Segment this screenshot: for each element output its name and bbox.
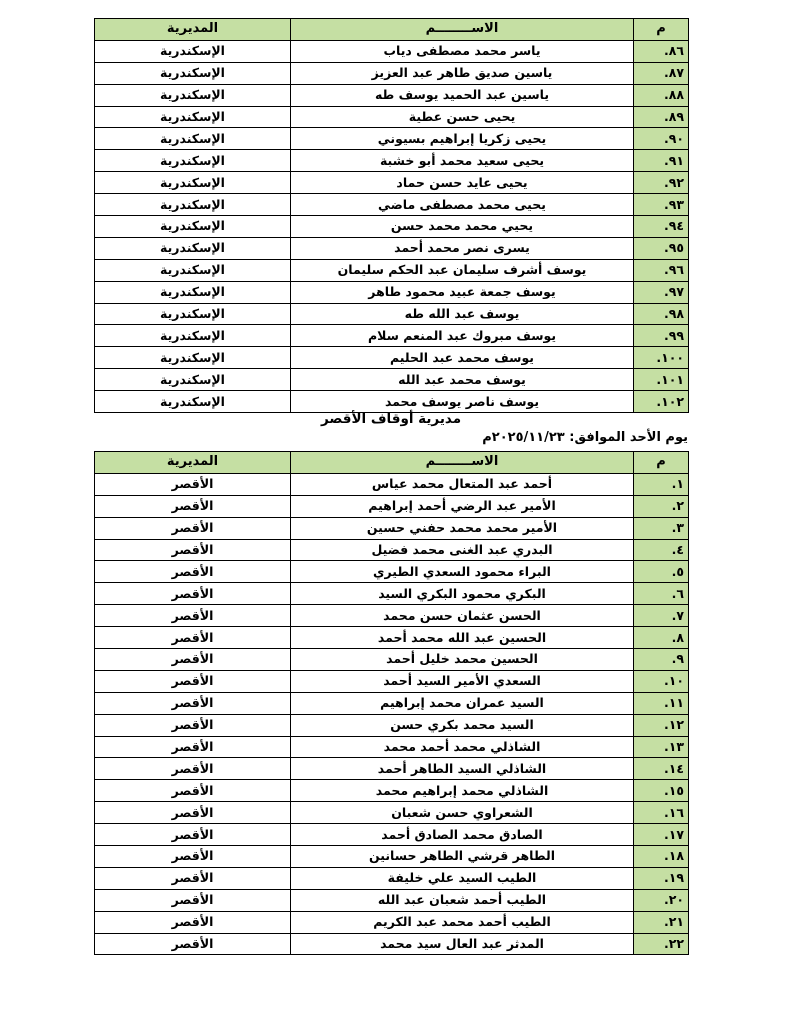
row-directorate: الإسكندرية xyxy=(95,216,291,238)
row-number: ٩٦. xyxy=(634,259,689,281)
table-row xyxy=(95,128,689,150)
row-directorate: الأقصر xyxy=(95,495,291,517)
row-number: ٨٨. xyxy=(634,84,689,106)
row-name: الطيب أحمد محمد عبد الكريم xyxy=(291,911,634,933)
header-name: الاســــــــم xyxy=(291,452,634,474)
row-name: يوسف أشرف سليمان عبد الحكم سليمان xyxy=(291,259,634,281)
row-directorate: الإسكندرية xyxy=(95,237,291,259)
row-name: يسرى نصر محمد أحمد xyxy=(291,237,634,259)
table-header-row xyxy=(95,19,689,41)
row-name: ياسر محمد مصطفى دياب xyxy=(291,40,634,62)
table-row xyxy=(95,605,689,627)
row-number: ٩٩. xyxy=(634,325,689,347)
row-name: البراء محمود السعدي الطيري xyxy=(291,561,634,583)
table-row xyxy=(95,62,689,84)
row-directorate: الأقصر xyxy=(95,846,291,868)
row-directorate: الأقصر xyxy=(95,933,291,955)
row-number: ١. xyxy=(634,473,689,495)
row-directorate: الإسكندرية xyxy=(95,391,291,413)
row-name: الشعراوي حسن شعبان xyxy=(291,802,634,824)
row-directorate: الإسكندرية xyxy=(95,281,291,303)
table-row xyxy=(95,150,689,172)
row-name: يحيى عايد حسن حماد xyxy=(291,172,634,194)
row-directorate: الإسكندرية xyxy=(95,259,291,281)
row-name: يحيى سعيد محمد أبو خشبة xyxy=(291,150,634,172)
row-directorate: الأقصر xyxy=(95,911,291,933)
row-number: ١٤. xyxy=(634,758,689,780)
row-number: ٨٧. xyxy=(634,62,689,84)
row-directorate: الأقصر xyxy=(95,714,291,736)
row-name: ياسين صديق طاهر عبد العزيز xyxy=(291,62,634,84)
row-number: ١٠٠. xyxy=(634,347,689,369)
row-name: السيد محمد بكري حسن xyxy=(291,714,634,736)
row-name: الأمير محمد محمد حفني حسين xyxy=(291,517,634,539)
row-name: يوسف محمد عبد الحليم xyxy=(291,347,634,369)
table-row xyxy=(95,736,689,758)
row-number: ٢٠. xyxy=(634,889,689,911)
table-row xyxy=(95,824,689,846)
row-name: البدري عبد الغنى محمد فضيل xyxy=(291,539,634,561)
row-directorate: الإسكندرية xyxy=(95,150,291,172)
row-directorate: الأقصر xyxy=(95,802,291,824)
row-name: الحسين محمد خليل أحمد xyxy=(291,649,634,671)
row-directorate: الأقصر xyxy=(95,736,291,758)
table-body xyxy=(95,40,689,412)
table-row xyxy=(95,495,689,517)
header-name: الاســــــــم xyxy=(291,19,634,41)
table-row xyxy=(95,846,689,868)
row-number: ٩٣. xyxy=(634,194,689,216)
row-name: يحيى حسن عطية xyxy=(291,106,634,128)
row-directorate: الأقصر xyxy=(95,867,291,889)
table-body xyxy=(95,473,689,955)
table-row xyxy=(95,627,689,649)
table-row xyxy=(95,473,689,495)
row-directorate: الإسكندرية xyxy=(95,84,291,106)
row-name: ياسين عبد الحميد يوسف طه xyxy=(291,84,634,106)
table-row xyxy=(95,802,689,824)
table-row xyxy=(95,758,689,780)
row-directorate: الأقصر xyxy=(95,780,291,802)
row-name: الأمير عبد الرضي أحمد إبراهيم xyxy=(291,495,634,517)
table-row xyxy=(95,259,689,281)
row-name: الشاذلي السيد الطاهر أحمد xyxy=(291,758,634,780)
row-directorate: الإسكندرية xyxy=(95,128,291,150)
table-row xyxy=(95,347,689,369)
table-row xyxy=(95,325,689,347)
table-row xyxy=(95,369,689,391)
row-number: ٦. xyxy=(634,583,689,605)
row-number: ١٠٢. xyxy=(634,391,689,413)
row-name: الحسين عبد الله محمد أحمد xyxy=(291,627,634,649)
section-title: مديرية أوقاف الأقصر xyxy=(320,411,462,427)
row-number: ٨٦. xyxy=(634,40,689,62)
row-directorate: الأقصر xyxy=(95,758,291,780)
table-row xyxy=(95,40,689,62)
row-number: ٩١. xyxy=(634,150,689,172)
table-row xyxy=(95,517,689,539)
header-num: م xyxy=(634,19,689,41)
row-directorate: الأقصر xyxy=(95,561,291,583)
row-number: ١٦. xyxy=(634,802,689,824)
row-directorate: الأقصر xyxy=(95,605,291,627)
row-directorate: الإسكندرية xyxy=(95,106,291,128)
row-name: يحيى زكريا إبراهيم بسيوني xyxy=(291,128,634,150)
row-number: ٧. xyxy=(634,605,689,627)
table-row xyxy=(95,692,689,714)
row-directorate: الأقصر xyxy=(95,627,291,649)
row-number: ٢. xyxy=(634,495,689,517)
table-row xyxy=(95,670,689,692)
row-name: الطاهر قرشي الطاهر حسانين xyxy=(291,846,634,868)
row-directorate: الإسكندرية xyxy=(95,40,291,62)
table-row xyxy=(95,194,689,216)
row-directorate: الإسكندرية xyxy=(95,303,291,325)
row-name: يوسف ناصر يوسف محمد xyxy=(291,391,634,413)
table-row xyxy=(95,780,689,802)
table-row xyxy=(95,561,689,583)
table-row xyxy=(95,281,689,303)
row-number: ٥. xyxy=(634,561,689,583)
row-name: الحسن عثمان حسن محمد xyxy=(291,605,634,627)
row-name: يوسف جمعة عبيد محمود طاهر xyxy=(291,281,634,303)
table-row xyxy=(95,933,689,955)
row-number: ٢١. xyxy=(634,911,689,933)
row-number: ١٨. xyxy=(634,846,689,868)
row-number: ١٢. xyxy=(634,714,689,736)
row-number: ١٩. xyxy=(634,867,689,889)
header-directorate: المديرية xyxy=(95,452,291,474)
row-directorate: الإسكندرية xyxy=(95,369,291,391)
row-directorate: الأقصر xyxy=(95,649,291,671)
row-directorate: الأقصر xyxy=(95,692,291,714)
row-number: ٣. xyxy=(634,517,689,539)
table-row xyxy=(95,391,689,413)
row-number: ٢٢. xyxy=(634,933,689,955)
row-number: ١٠. xyxy=(634,670,689,692)
row-number: ٩٧. xyxy=(634,281,689,303)
row-name: المدثر عبد العال سيد محمد xyxy=(291,933,634,955)
row-name: الشاذلي محمد إبراهيم محمد xyxy=(291,780,634,802)
row-number: ١٠١. xyxy=(634,369,689,391)
row-directorate: الأقصر xyxy=(95,473,291,495)
table-row xyxy=(95,867,689,889)
row-name: الطيب أحمد شعبان عبد الله xyxy=(291,889,634,911)
row-name: يوسف عبد الله طه xyxy=(291,303,634,325)
header-directorate: المديرية xyxy=(95,19,291,41)
table-row xyxy=(95,216,689,238)
row-number: ١١. xyxy=(634,692,689,714)
row-number: ٤. xyxy=(634,539,689,561)
row-directorate: الإسكندرية xyxy=(95,172,291,194)
row-directorate: الأقصر xyxy=(95,583,291,605)
row-name: السيد عمران محمد إبراهيم xyxy=(291,692,634,714)
alexandria-table xyxy=(94,18,689,413)
row-directorate: الأقصر xyxy=(95,824,291,846)
row-number: ٩. xyxy=(634,649,689,671)
row-directorate: الإسكندرية xyxy=(95,347,291,369)
row-name: الشاذلي محمد أحمد محمد xyxy=(291,736,634,758)
row-name: يحيي محمد محمد حسن xyxy=(291,216,634,238)
header-num: م xyxy=(634,452,689,474)
row-name: الصادق محمد الصادق أحمد xyxy=(291,824,634,846)
table-row xyxy=(95,84,689,106)
row-number: ٨. xyxy=(634,627,689,649)
row-name: يوسف محمد عبد الله xyxy=(291,369,634,391)
row-number: ٨٩. xyxy=(634,106,689,128)
row-number: ١٧. xyxy=(634,824,689,846)
row-number: ٩٤. xyxy=(634,216,689,238)
row-name: البكري محمود البكري السيد xyxy=(291,583,634,605)
row-number: ٩٨. xyxy=(634,303,689,325)
row-directorate: الإسكندرية xyxy=(95,325,291,347)
table-header-row xyxy=(95,452,689,474)
table-row xyxy=(95,911,689,933)
row-directorate: الأقصر xyxy=(95,889,291,911)
row-directorate: الأقصر xyxy=(95,517,291,539)
row-directorate: الإسكندرية xyxy=(95,62,291,84)
table-row xyxy=(95,539,689,561)
table-row xyxy=(95,649,689,671)
row-name: السعدي الأمير السيد أحمد xyxy=(291,670,634,692)
table-row xyxy=(95,237,689,259)
row-directorate: الأقصر xyxy=(95,670,291,692)
row-name: يوسف مبروك عبد المنعم سلام xyxy=(291,325,634,347)
row-number: ٩٥. xyxy=(634,237,689,259)
row-number: ١٣. xyxy=(634,736,689,758)
table-row xyxy=(95,583,689,605)
luxor-table xyxy=(94,451,689,955)
row-number: ١٥. xyxy=(634,780,689,802)
date-line: يوم الأحد الموافق: ٢٠٢٥/١١/٢٣م xyxy=(482,430,688,445)
row-number: ٩٢. xyxy=(634,172,689,194)
row-directorate: الإسكندرية xyxy=(95,194,291,216)
row-name: يحيى محمد مصطفى ماضي xyxy=(291,194,634,216)
row-name: الطيب السيد علي خليفة xyxy=(291,867,634,889)
table-row xyxy=(95,172,689,194)
row-directorate: الأقصر xyxy=(95,539,291,561)
row-number: ٩٠. xyxy=(634,128,689,150)
table-row xyxy=(95,889,689,911)
row-name: أحمد عبد المتعال محمد عياس xyxy=(291,473,634,495)
table-row xyxy=(95,714,689,736)
table-row xyxy=(95,303,689,325)
table-row xyxy=(95,106,689,128)
